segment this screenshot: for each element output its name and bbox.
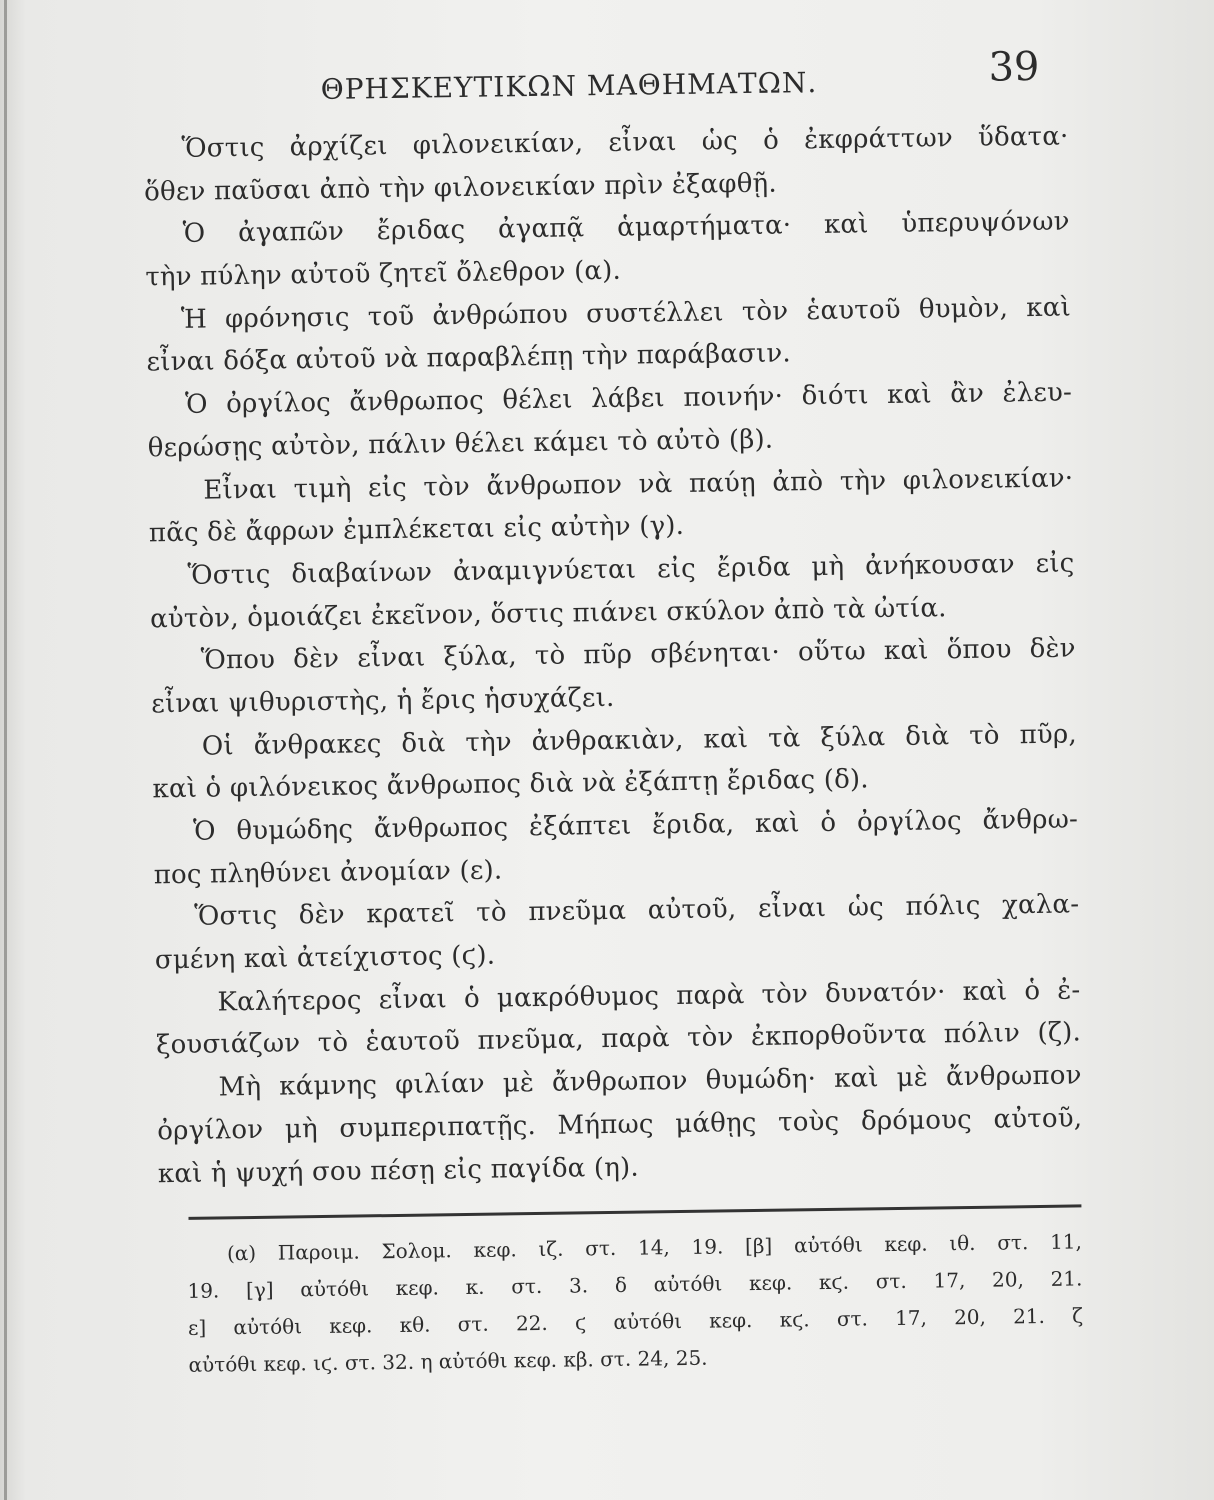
paragraph	[153, 798, 1079, 896]
text-line: καὶ ἡ ψυχή σου πέσῃ εἰς παγίδα (η).	[157, 1152, 640, 1189]
text-line: Μὴ κάμνης φιλίαν μὲ ἄνθρωπον θυμώδη· καὶ μὲ ἄνθρωπον	[218, 1060, 1082, 1103]
page-number: 39	[988, 43, 1040, 91]
footnote-line: 19. [γ] αὐτόθι κεφ. κ. στ. 3. δ αὐτόθι κεφ. κϛ. στ. 17, 20, 21.	[187, 1266, 1083, 1303]
paragraph	[155, 969, 1081, 1067]
text-line: Ὁ ἀγαπῶν ἔριδας ἀγαπᾷ ἁμαρτήματα· καὶ ὑπερυψόνων	[182, 206, 1070, 250]
text-line: Ἡ φρόνησις τοῦ ἀνθρώπου συστέλλει τὸν ἑαυτοῦ θυμὸν, καὶ	[180, 292, 1072, 335]
text-line: εἶναι ψιθυριστὴς, ἡ ἔρις ἡσυχάζει.	[151, 682, 615, 720]
text-line: Ὁ θυμώδης ἄνθρωπος ἐξάπτει ἔριδα, καὶ ὁ ὀργίλος ἄνθρω-	[192, 804, 1079, 847]
text-line: πος πληθύνει ἀνομίαν (ε).	[153, 855, 503, 891]
paragraph	[152, 713, 1078, 811]
text-line: αὐτὸν, ὁμοιάζει ἐκεῖνον, ὅστις πιάνει σκύλον ἀπὸ τὰ ὠτία.	[149, 592, 947, 634]
paragraph	[144, 201, 1070, 299]
text-line: Εἶναι τιμὴ εἰς τὸν ἄνθρωπον νὰ παύῃ ἀπὸ τὴν φιλονεικίαν·	[203, 462, 1074, 506]
text-line: ὀργίλον μὴ συμπεριπατῇς. Μήπως μάθῃς τοὺς δρόμους αὐτοῦ,	[157, 1103, 1083, 1147]
text-line: Ὅπου δὲν εἶναι ξύλα, τὸ πῦρ σβένηται· οὕτω καὶ ὅπου δὲν	[200, 633, 1076, 676]
text-line: καὶ ὁ φιλόνεικος ἄνθρωπος διὰ νὰ ἐξάπτῃ ἔριδας (δ).	[152, 764, 869, 805]
paragraph	[156, 1055, 1083, 1196]
body-text	[143, 115, 1083, 1195]
text-line: Ὅστις ἀρχίζει φιλονεικίαν, εἶναι ὡς ὁ ἐκφράττων ὕδατα·	[181, 121, 1069, 164]
paragraph	[150, 628, 1076, 726]
text-line: Οἱ ἄνθρακες διὰ τὴν ἀνθρακιὰν, καὶ τὰ ξύλα διὰ τὸ πῦρ,	[201, 719, 1078, 762]
text-line: ὅθεν παῦσαι ἀπὸ τὴν φιλονεικίαν πρὶν ἐξαφθῇ.	[143, 168, 778, 208]
text-line: τὴν πύλην αὐτοῦ ζητεῖ ὄλεθρον (α).	[145, 255, 622, 293]
paragraph	[147, 372, 1073, 470]
footnote-line: ε] αὐτόθι κεφ. κθ. στ. 22. ϛ αὐτόθι κεφ. κϛ. στ. 17, 20, 21. ζ	[187, 1303, 1084, 1340]
text-line: Ὅστις διαβαίνων ἀναμιγνύεται εἰς ἔριδα μὴ ἀνήκουσαν εἰς	[187, 548, 1075, 591]
paragraph	[146, 286, 1072, 384]
text-line: σμένη καὶ ἀτείχιστος (ϛ).	[154, 940, 496, 976]
footnote-rule	[188, 1204, 1081, 1219]
text-line: πᾶς δὲ ἄφρων ἐμπλέκεται εἰς αὐτὴν (γ).	[148, 511, 685, 549]
footnote-line: αὐτόθι κεφ. ιϛ. στ. 32. η αὐτόθι κεφ. κβ. στ. 24, 25.	[188, 1345, 708, 1377]
text-line: ξουσιάζων τὸ ἑαυτοῦ πνεῦμα, παρὰ τὸν ἐκπορθοῦντα πόλιν (ζ).	[155, 1017, 1082, 1061]
paragraph	[149, 542, 1075, 640]
paragraph	[148, 457, 1074, 555]
running-title: ΘΡΗΣΚΕΥΤΙΚΩΝ ΜΑΘΗΜΑΤΩΝ.	[320, 66, 818, 106]
text-line: εἶναι δόξα αὐτοῦ νὰ παραβλέπῃ τὴν παράβασιν.	[146, 338, 792, 378]
text-line: Ὁ ὀργίλος ἄνθρωπος θέλει λάβει ποινήν· διότι καὶ ἂν ἐλευ-	[184, 377, 1073, 420]
footnotes	[187, 1223, 1084, 1383]
text-line: Καλήτερος εἶναι ὁ μακρόθυμος παρὰ τὸν δυνατόν· καὶ ὁ ἐ-	[217, 975, 1081, 1018]
text-line: Ὅστις δὲν κρατεῖ τὸ πνεῦμα αὐτοῦ, εἶναι ὡς πόλις χαλα-	[194, 889, 1080, 933]
paragraph	[143, 115, 1069, 213]
paragraph	[154, 884, 1080, 982]
text-line: θερώσῃς αὐτὸν, πάλιν θέλει κάμει τὸ αὐτὸ (β).	[147, 424, 774, 464]
footnote-line: (α) Παροιμ. Σολομ. κεφ. ιζ. στ. 14, 19. [β] αὐτόθι κεφ. ιθ. στ. 11,	[226, 1229, 1083, 1266]
